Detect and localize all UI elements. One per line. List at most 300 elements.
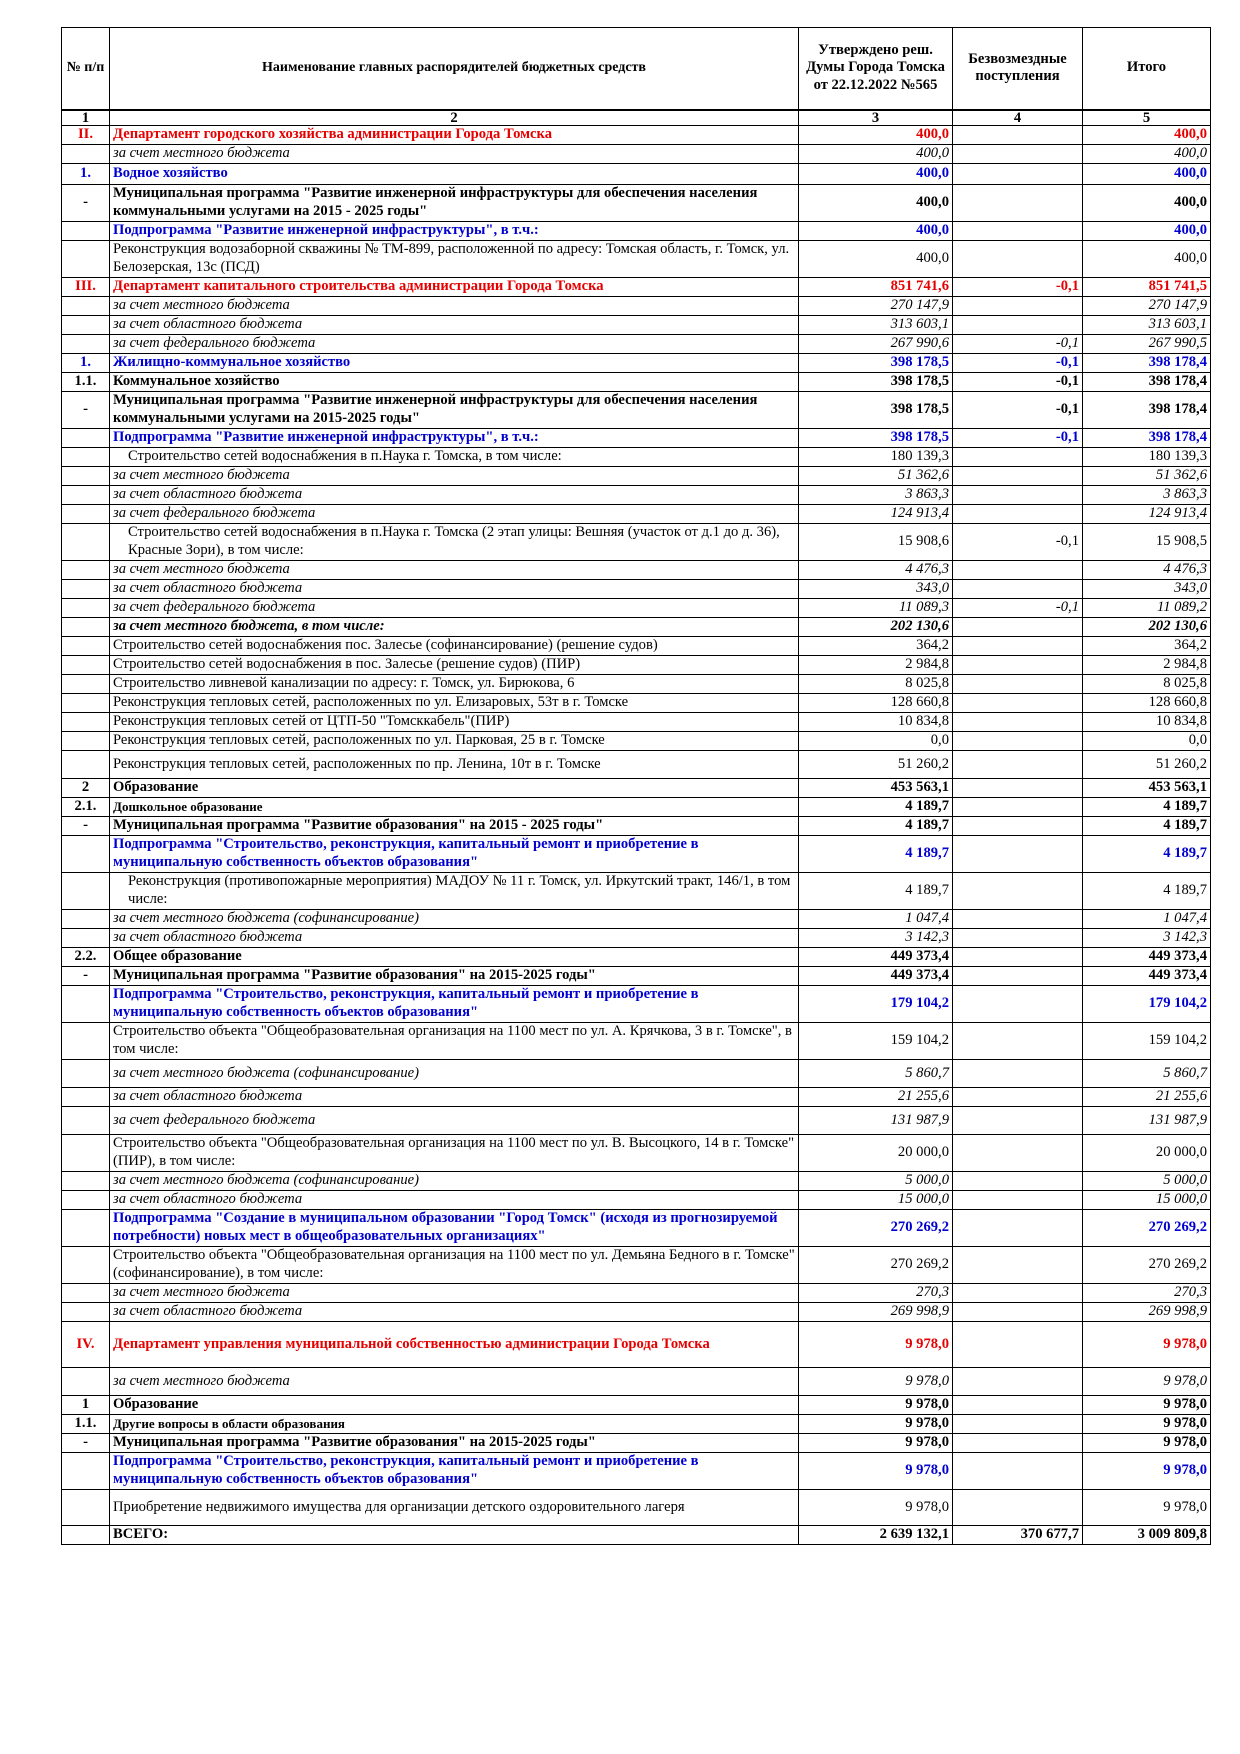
row-name: за счет областного бюджета xyxy=(110,486,799,505)
row-name: Департамент капитального строительства администрации Города Томска xyxy=(110,278,799,297)
row-name: за счет местного бюджета (софинансирование) xyxy=(110,910,799,929)
row-grants xyxy=(953,817,1083,836)
row-grants: 370 677,7 xyxy=(953,1526,1083,1545)
row-name: за счет областного бюджета xyxy=(110,1303,799,1322)
table-row xyxy=(62,817,1211,836)
row-approved: 202 130,6 xyxy=(799,618,953,637)
row-total: 9 978,0 xyxy=(1083,1453,1211,1490)
row-grants xyxy=(953,126,1083,145)
row-approved: 398 178,5 xyxy=(799,354,953,373)
row-grants xyxy=(953,222,1083,241)
row-grants xyxy=(953,448,1083,467)
row-name: за счет местного бюджета, в том числе: xyxy=(110,618,799,637)
row-approved: 449 373,4 xyxy=(799,967,953,986)
table-row xyxy=(62,1396,1211,1415)
row-grants xyxy=(953,986,1083,1023)
row-number xyxy=(62,1526,110,1545)
row-name: Строительство сетей водоснабжения в п.Наука г. Томска, в том числе: xyxy=(110,448,799,467)
row-approved: 270,3 xyxy=(799,1284,953,1303)
column-index: 4 xyxy=(953,110,1083,126)
table-row xyxy=(62,164,1211,185)
table-row xyxy=(62,929,1211,948)
row-name: за счет местного бюджета xyxy=(110,1368,799,1396)
table-row xyxy=(62,751,1211,779)
table-row xyxy=(62,1526,1211,1545)
table-row xyxy=(62,185,1211,222)
row-total: 15 000,0 xyxy=(1083,1191,1211,1210)
row-approved: 3 142,3 xyxy=(799,929,953,948)
row-approved: 9 978,0 xyxy=(799,1415,953,1434)
row-approved: 313 603,1 xyxy=(799,316,953,335)
row-total: 9 978,0 xyxy=(1083,1368,1211,1396)
row-approved: 398 178,5 xyxy=(799,392,953,429)
row-number: - xyxy=(62,817,110,836)
row-number xyxy=(62,986,110,1023)
row-approved: 398 178,5 xyxy=(799,373,953,392)
row-grants xyxy=(953,561,1083,580)
row-approved: 343,0 xyxy=(799,580,953,599)
row-total: 4 189,7 xyxy=(1083,817,1211,836)
row-name: Другие вопросы в области образования xyxy=(110,1415,799,1434)
row-number: 2.2. xyxy=(62,948,110,967)
row-total: 0,0 xyxy=(1083,732,1211,751)
row-total: 449 373,4 xyxy=(1083,948,1211,967)
row-total: 179 104,2 xyxy=(1083,986,1211,1023)
row-grants xyxy=(953,580,1083,599)
table-row xyxy=(62,779,1211,798)
row-name: Коммунальное хозяйство xyxy=(110,373,799,392)
row-name: за счет местного бюджета xyxy=(110,297,799,316)
table-row xyxy=(62,1060,1211,1088)
row-grants xyxy=(953,1322,1083,1368)
row-number xyxy=(62,1303,110,1322)
row-total: 343,0 xyxy=(1083,580,1211,599)
row-approved: 11 089,3 xyxy=(799,599,953,618)
row-approved: 179 104,2 xyxy=(799,986,953,1023)
row-total: 128 660,8 xyxy=(1083,694,1211,713)
row-number xyxy=(62,656,110,675)
row-number: - xyxy=(62,967,110,986)
row-approved: 5 000,0 xyxy=(799,1172,953,1191)
row-number: - xyxy=(62,1434,110,1453)
row-total: 269 998,9 xyxy=(1083,1303,1211,1322)
row-total: 313 603,1 xyxy=(1083,316,1211,335)
row-number xyxy=(62,429,110,448)
table-row xyxy=(62,873,1211,910)
row-name: Образование xyxy=(110,779,799,798)
row-name: Реконструкция тепловых сетей, расположенных по пр. Ленина, 10т в г. Томске xyxy=(110,751,799,779)
row-grants xyxy=(953,1135,1083,1172)
row-approved: 51 362,6 xyxy=(799,467,953,486)
row-approved: 9 978,0 xyxy=(799,1453,953,1490)
row-approved: 159 104,2 xyxy=(799,1023,953,1060)
row-grants xyxy=(953,1453,1083,1490)
row-total: 8 025,8 xyxy=(1083,675,1211,694)
row-grants xyxy=(953,145,1083,164)
row-total: 9 978,0 xyxy=(1083,1490,1211,1526)
column-index: 1 xyxy=(62,110,110,126)
row-grants xyxy=(953,694,1083,713)
row-total: 270,3 xyxy=(1083,1284,1211,1303)
row-approved: 4 189,7 xyxy=(799,873,953,910)
table-row xyxy=(62,241,1211,278)
row-approved: 124 913,4 xyxy=(799,505,953,524)
row-approved: 4 189,7 xyxy=(799,798,953,817)
row-number: 2.1. xyxy=(62,798,110,817)
row-name: за счет областного бюджета xyxy=(110,580,799,599)
row-grants xyxy=(953,798,1083,817)
table-row xyxy=(62,948,1211,967)
row-grants xyxy=(953,779,1083,798)
row-approved: 400,0 xyxy=(799,145,953,164)
column-index: 5 xyxy=(1083,110,1211,126)
row-name: Строительство объекта "Общеобразовательная организация на 1100 мест по ул. В. Высоцкого, 14 в г. Томске" (ПИР), в том числе: xyxy=(110,1135,799,1172)
row-total: 5 000,0 xyxy=(1083,1172,1211,1191)
row-name: Муниципальная программа "Развитие инженерной инфраструктуры для обеспечения населения коммунальными услугами на 2015-2025 годы" xyxy=(110,392,799,429)
row-name: Образование xyxy=(110,1396,799,1415)
row-number: III. xyxy=(62,278,110,297)
row-name: за счет областного бюджета xyxy=(110,316,799,335)
row-total: 3 009 809,8 xyxy=(1083,1526,1211,1545)
row-number: IV. xyxy=(62,1322,110,1368)
row-total: 10 834,8 xyxy=(1083,713,1211,732)
row-total: 400,0 xyxy=(1083,185,1211,222)
table-row xyxy=(62,392,1211,429)
row-name: за счет областного бюджета xyxy=(110,1088,799,1107)
table-row xyxy=(62,467,1211,486)
row-name: за счет областного бюджета xyxy=(110,1191,799,1210)
row-number: 1. xyxy=(62,354,110,373)
row-name: Подпрограмма "Строительство, реконструкция, капитальный ремонт и приобретение в муниципальную собственность объектов образования" xyxy=(110,986,799,1023)
row-total: 270 269,2 xyxy=(1083,1247,1211,1284)
row-approved: 15 000,0 xyxy=(799,1191,953,1210)
row-grants: -0,1 xyxy=(953,335,1083,354)
table-row xyxy=(62,524,1211,561)
row-number xyxy=(62,524,110,561)
row-number xyxy=(62,335,110,354)
row-number xyxy=(62,297,110,316)
row-approved: 398 178,5 xyxy=(799,429,953,448)
row-name: ВСЕГО: xyxy=(110,1526,799,1545)
row-name: Дошкольное образование xyxy=(110,798,799,817)
row-name: за счет федерального бюджета xyxy=(110,505,799,524)
row-approved: 270 147,9 xyxy=(799,297,953,316)
row-total: 398 178,4 xyxy=(1083,392,1211,429)
table-row xyxy=(62,278,1211,297)
row-approved: 364,2 xyxy=(799,637,953,656)
row-name: Водное хозяйство xyxy=(110,164,799,185)
row-name: за счет областного бюджета xyxy=(110,929,799,948)
column-index: 3 xyxy=(799,110,953,126)
row-total: 398 178,4 xyxy=(1083,354,1211,373)
row-number xyxy=(62,1172,110,1191)
row-total: 1 047,4 xyxy=(1083,910,1211,929)
row-number xyxy=(62,222,110,241)
table-row xyxy=(62,1284,1211,1303)
row-grants: -0,1 xyxy=(953,599,1083,618)
row-name: Муниципальная программа "Развитие инженерной инфраструктуры для обеспечения населения коммунальными услугами на 2015 - 2025 годы" xyxy=(110,185,799,222)
row-approved: 400,0 xyxy=(799,164,953,185)
row-number xyxy=(62,486,110,505)
row-approved: 400,0 xyxy=(799,185,953,222)
row-approved: 453 563,1 xyxy=(799,779,953,798)
row-approved: 2 639 132,1 xyxy=(799,1526,953,1545)
table-row xyxy=(62,1368,1211,1396)
row-total: 124 913,4 xyxy=(1083,505,1211,524)
row-number xyxy=(62,713,110,732)
header-row xyxy=(62,28,1211,110)
row-total: 270 269,2 xyxy=(1083,1210,1211,1247)
row-approved: 1 047,4 xyxy=(799,910,953,929)
row-approved: 3 863,3 xyxy=(799,486,953,505)
table-row xyxy=(62,1303,1211,1322)
row-grants: -0,1 xyxy=(953,354,1083,373)
row-number: - xyxy=(62,392,110,429)
row-grants xyxy=(953,675,1083,694)
row-approved: 267 990,6 xyxy=(799,335,953,354)
row-total: 131 987,9 xyxy=(1083,1107,1211,1135)
row-number xyxy=(62,241,110,278)
row-grants xyxy=(953,241,1083,278)
row-grants xyxy=(953,297,1083,316)
row-name: Муниципальная программа "Развитие образования" на 2015-2025 годы" xyxy=(110,967,799,986)
row-total: 3 142,3 xyxy=(1083,929,1211,948)
table-row xyxy=(62,1247,1211,1284)
row-grants: -0,1 xyxy=(953,392,1083,429)
table-row xyxy=(62,145,1211,164)
row-grants xyxy=(953,1368,1083,1396)
row-number xyxy=(62,467,110,486)
row-grants xyxy=(953,1303,1083,1322)
row-approved: 4 476,3 xyxy=(799,561,953,580)
row-number xyxy=(62,1088,110,1107)
row-approved: 131 987,9 xyxy=(799,1107,953,1135)
table-row xyxy=(62,335,1211,354)
row-number xyxy=(62,505,110,524)
row-approved: 4 189,7 xyxy=(799,817,953,836)
row-approved: 0,0 xyxy=(799,732,953,751)
row-approved: 400,0 xyxy=(799,222,953,241)
row-number: - xyxy=(62,185,110,222)
row-name: Подпрограмма "Создание в муниципальном образовании "Город Томск" (исходя из прогнозируемой потребности) новых мест в общеобразовательных организациях" xyxy=(110,1210,799,1247)
row-approved: 400,0 xyxy=(799,126,953,145)
row-total: 4 189,7 xyxy=(1083,836,1211,873)
row-name: Реконструкция тепловых сетей от ЦТП-50 "Томсккабель"(ПИР) xyxy=(110,713,799,732)
row-name: Департамент городского хозяйства администрации Города Томска xyxy=(110,126,799,145)
header-approved: Утверждено реш. Думы Города Томска от 22.12.2022 №565 xyxy=(799,28,953,110)
table-row xyxy=(62,1088,1211,1107)
row-grants xyxy=(953,637,1083,656)
table-row xyxy=(62,354,1211,373)
row-grants xyxy=(953,967,1083,986)
row-number xyxy=(62,448,110,467)
row-approved: 9 978,0 xyxy=(799,1322,953,1368)
table-row xyxy=(62,637,1211,656)
row-number xyxy=(62,694,110,713)
row-total: 9 978,0 xyxy=(1083,1415,1211,1434)
table-row xyxy=(62,429,1211,448)
row-total: 5 860,7 xyxy=(1083,1060,1211,1088)
row-number: II. xyxy=(62,126,110,145)
row-approved: 270 269,2 xyxy=(799,1210,953,1247)
row-number xyxy=(62,561,110,580)
header-number: № п/п xyxy=(62,28,110,110)
row-approved: 180 139,3 xyxy=(799,448,953,467)
row-grants xyxy=(953,1284,1083,1303)
table-row xyxy=(62,126,1211,145)
row-grants xyxy=(953,1490,1083,1526)
row-total: 21 255,6 xyxy=(1083,1088,1211,1107)
row-total: 159 104,2 xyxy=(1083,1023,1211,1060)
table-row xyxy=(62,297,1211,316)
table-row xyxy=(62,675,1211,694)
row-number xyxy=(62,316,110,335)
row-name: Подпрограмма "Строительство, реконструкция, капитальный ремонт и приобретение в муниципальную собственность объектов образования" xyxy=(110,1453,799,1490)
row-number xyxy=(62,836,110,873)
row-name: Строительство сетей водоснабжения в п.Наука г. Томска (2 этап улицы: Вешняя (участок от д.1 до д. 36), Красные Зори), в том числе: xyxy=(110,524,799,561)
table-row xyxy=(62,713,1211,732)
row-grants xyxy=(953,1415,1083,1434)
row-number: 1.1. xyxy=(62,373,110,392)
row-total: 267 990,5 xyxy=(1083,335,1211,354)
row-approved: 15 908,6 xyxy=(799,524,953,561)
row-total: 9 978,0 xyxy=(1083,1396,1211,1415)
row-grants xyxy=(953,732,1083,751)
row-number xyxy=(62,1023,110,1060)
row-total: 400,0 xyxy=(1083,222,1211,241)
row-grants: -0,1 xyxy=(953,278,1083,297)
row-number xyxy=(62,1453,110,1490)
row-number: 1. xyxy=(62,164,110,185)
row-number: 1.1. xyxy=(62,1415,110,1434)
row-total: 4 189,7 xyxy=(1083,873,1211,910)
row-name: Подпрограмма "Развитие инженерной инфраструктуры", в т.ч.: xyxy=(110,222,799,241)
row-number xyxy=(62,751,110,779)
row-name: Строительство сетей водоснабжения в пос. Залесье (решение судов) (ПИР) xyxy=(110,656,799,675)
row-grants xyxy=(953,910,1083,929)
row-name: за счет федерального бюджета xyxy=(110,599,799,618)
row-name: Реконструкция тепловых сетей, расположенных по ул. Елизаровых, 53т в г. Томске xyxy=(110,694,799,713)
row-total: 851 741,5 xyxy=(1083,278,1211,297)
row-total: 3 863,3 xyxy=(1083,486,1211,505)
row-name: Приобретение недвижимого имущества для организации детского оздоровительного лагеря xyxy=(110,1490,799,1526)
table-row xyxy=(62,694,1211,713)
row-grants xyxy=(953,1060,1083,1088)
row-total: 202 130,6 xyxy=(1083,618,1211,637)
row-name: Строительство объекта "Общеобразовательная организация на 1100 мест по ул. А. Крячкова, 3 в г. Томске", в том числе: xyxy=(110,1023,799,1060)
row-total: 400,0 xyxy=(1083,126,1211,145)
table-row xyxy=(62,836,1211,873)
row-number xyxy=(62,637,110,656)
row-total: 51 362,6 xyxy=(1083,467,1211,486)
row-grants xyxy=(953,836,1083,873)
row-number xyxy=(62,873,110,910)
row-total: 4 476,3 xyxy=(1083,561,1211,580)
table-row xyxy=(62,910,1211,929)
table-row xyxy=(62,505,1211,524)
row-name: за счет местного бюджета xyxy=(110,1284,799,1303)
row-grants xyxy=(953,1023,1083,1060)
row-name: Реконструкция (противопожарные мероприятия) МАДОУ № 11 г. Томск, ул. Иркутский тракт, 146/1, в том числе: xyxy=(110,873,799,910)
budget-sheet xyxy=(61,27,1211,1545)
row-name: Департамент управления муниципальной собственностью администрации Города Томска xyxy=(110,1322,799,1368)
row-approved: 9 978,0 xyxy=(799,1490,953,1526)
row-grants xyxy=(953,656,1083,675)
row-number: 2 xyxy=(62,779,110,798)
table-body xyxy=(62,126,1211,1545)
row-number xyxy=(62,1060,110,1088)
table-row xyxy=(62,967,1211,986)
row-total: 9 978,0 xyxy=(1083,1322,1211,1368)
table-row xyxy=(62,1172,1211,1191)
row-number xyxy=(62,1191,110,1210)
row-total: 400,0 xyxy=(1083,164,1211,185)
row-number xyxy=(62,1490,110,1526)
table-row xyxy=(62,448,1211,467)
row-name: за счет местного бюджета xyxy=(110,467,799,486)
row-grants xyxy=(953,1088,1083,1107)
row-name: за счет местного бюджета (софинансирование) xyxy=(110,1060,799,1088)
row-approved: 10 834,8 xyxy=(799,713,953,732)
row-total: 9 978,0 xyxy=(1083,1434,1211,1453)
row-number xyxy=(62,732,110,751)
row-grants: -0,1 xyxy=(953,524,1083,561)
table-row xyxy=(62,580,1211,599)
row-grants: -0,1 xyxy=(953,373,1083,392)
row-total: 398 178,4 xyxy=(1083,429,1211,448)
table-row xyxy=(62,656,1211,675)
row-name: Подпрограмма "Развитие инженерной инфраструктуры", в т.ч.: xyxy=(110,429,799,448)
header-name: Наименование главных распорядителей бюджетных средств xyxy=(110,28,799,110)
table-row xyxy=(62,1191,1211,1210)
row-number xyxy=(62,145,110,164)
row-approved: 8 025,8 xyxy=(799,675,953,694)
row-approved: 9 978,0 xyxy=(799,1368,953,1396)
row-name: Реконструкция тепловых сетей, расположенных по ул. Парковая, 25 в г. Томске xyxy=(110,732,799,751)
column-index: 2 xyxy=(110,110,799,126)
row-name: Строительство объекта "Общеобразовательная организация на 1100 мест по ул. Демьяна Бедного в г. Томске" (софинансирование), в том числе: xyxy=(110,1247,799,1284)
table-row xyxy=(62,1210,1211,1247)
row-name: Общее образование xyxy=(110,948,799,967)
row-grants xyxy=(953,467,1083,486)
row-number xyxy=(62,1284,110,1303)
table-row xyxy=(62,316,1211,335)
row-approved: 9 978,0 xyxy=(799,1396,953,1415)
row-name: Подпрограмма "Строительство, реконструкция, капитальный ремонт и приобретение в муниципальную собственность объектов образования" xyxy=(110,836,799,873)
row-total: 180 139,3 xyxy=(1083,448,1211,467)
row-number xyxy=(62,675,110,694)
row-total: 270 147,9 xyxy=(1083,297,1211,316)
table-row xyxy=(62,1135,1211,1172)
row-number xyxy=(62,618,110,637)
row-grants: -0,1 xyxy=(953,429,1083,448)
table-row xyxy=(62,222,1211,241)
row-grants xyxy=(953,1191,1083,1210)
row-grants xyxy=(953,713,1083,732)
row-approved: 4 189,7 xyxy=(799,836,953,873)
budget-table xyxy=(61,27,1211,1545)
row-approved: 269 998,9 xyxy=(799,1303,953,1322)
row-grants xyxy=(953,1172,1083,1191)
row-approved: 9 978,0 xyxy=(799,1434,953,1453)
table-row xyxy=(62,561,1211,580)
row-grants xyxy=(953,618,1083,637)
table-row xyxy=(62,1490,1211,1526)
row-approved: 128 660,8 xyxy=(799,694,953,713)
table-row xyxy=(62,1453,1211,1490)
row-approved: 51 260,2 xyxy=(799,751,953,779)
column-index-row xyxy=(62,110,1211,126)
